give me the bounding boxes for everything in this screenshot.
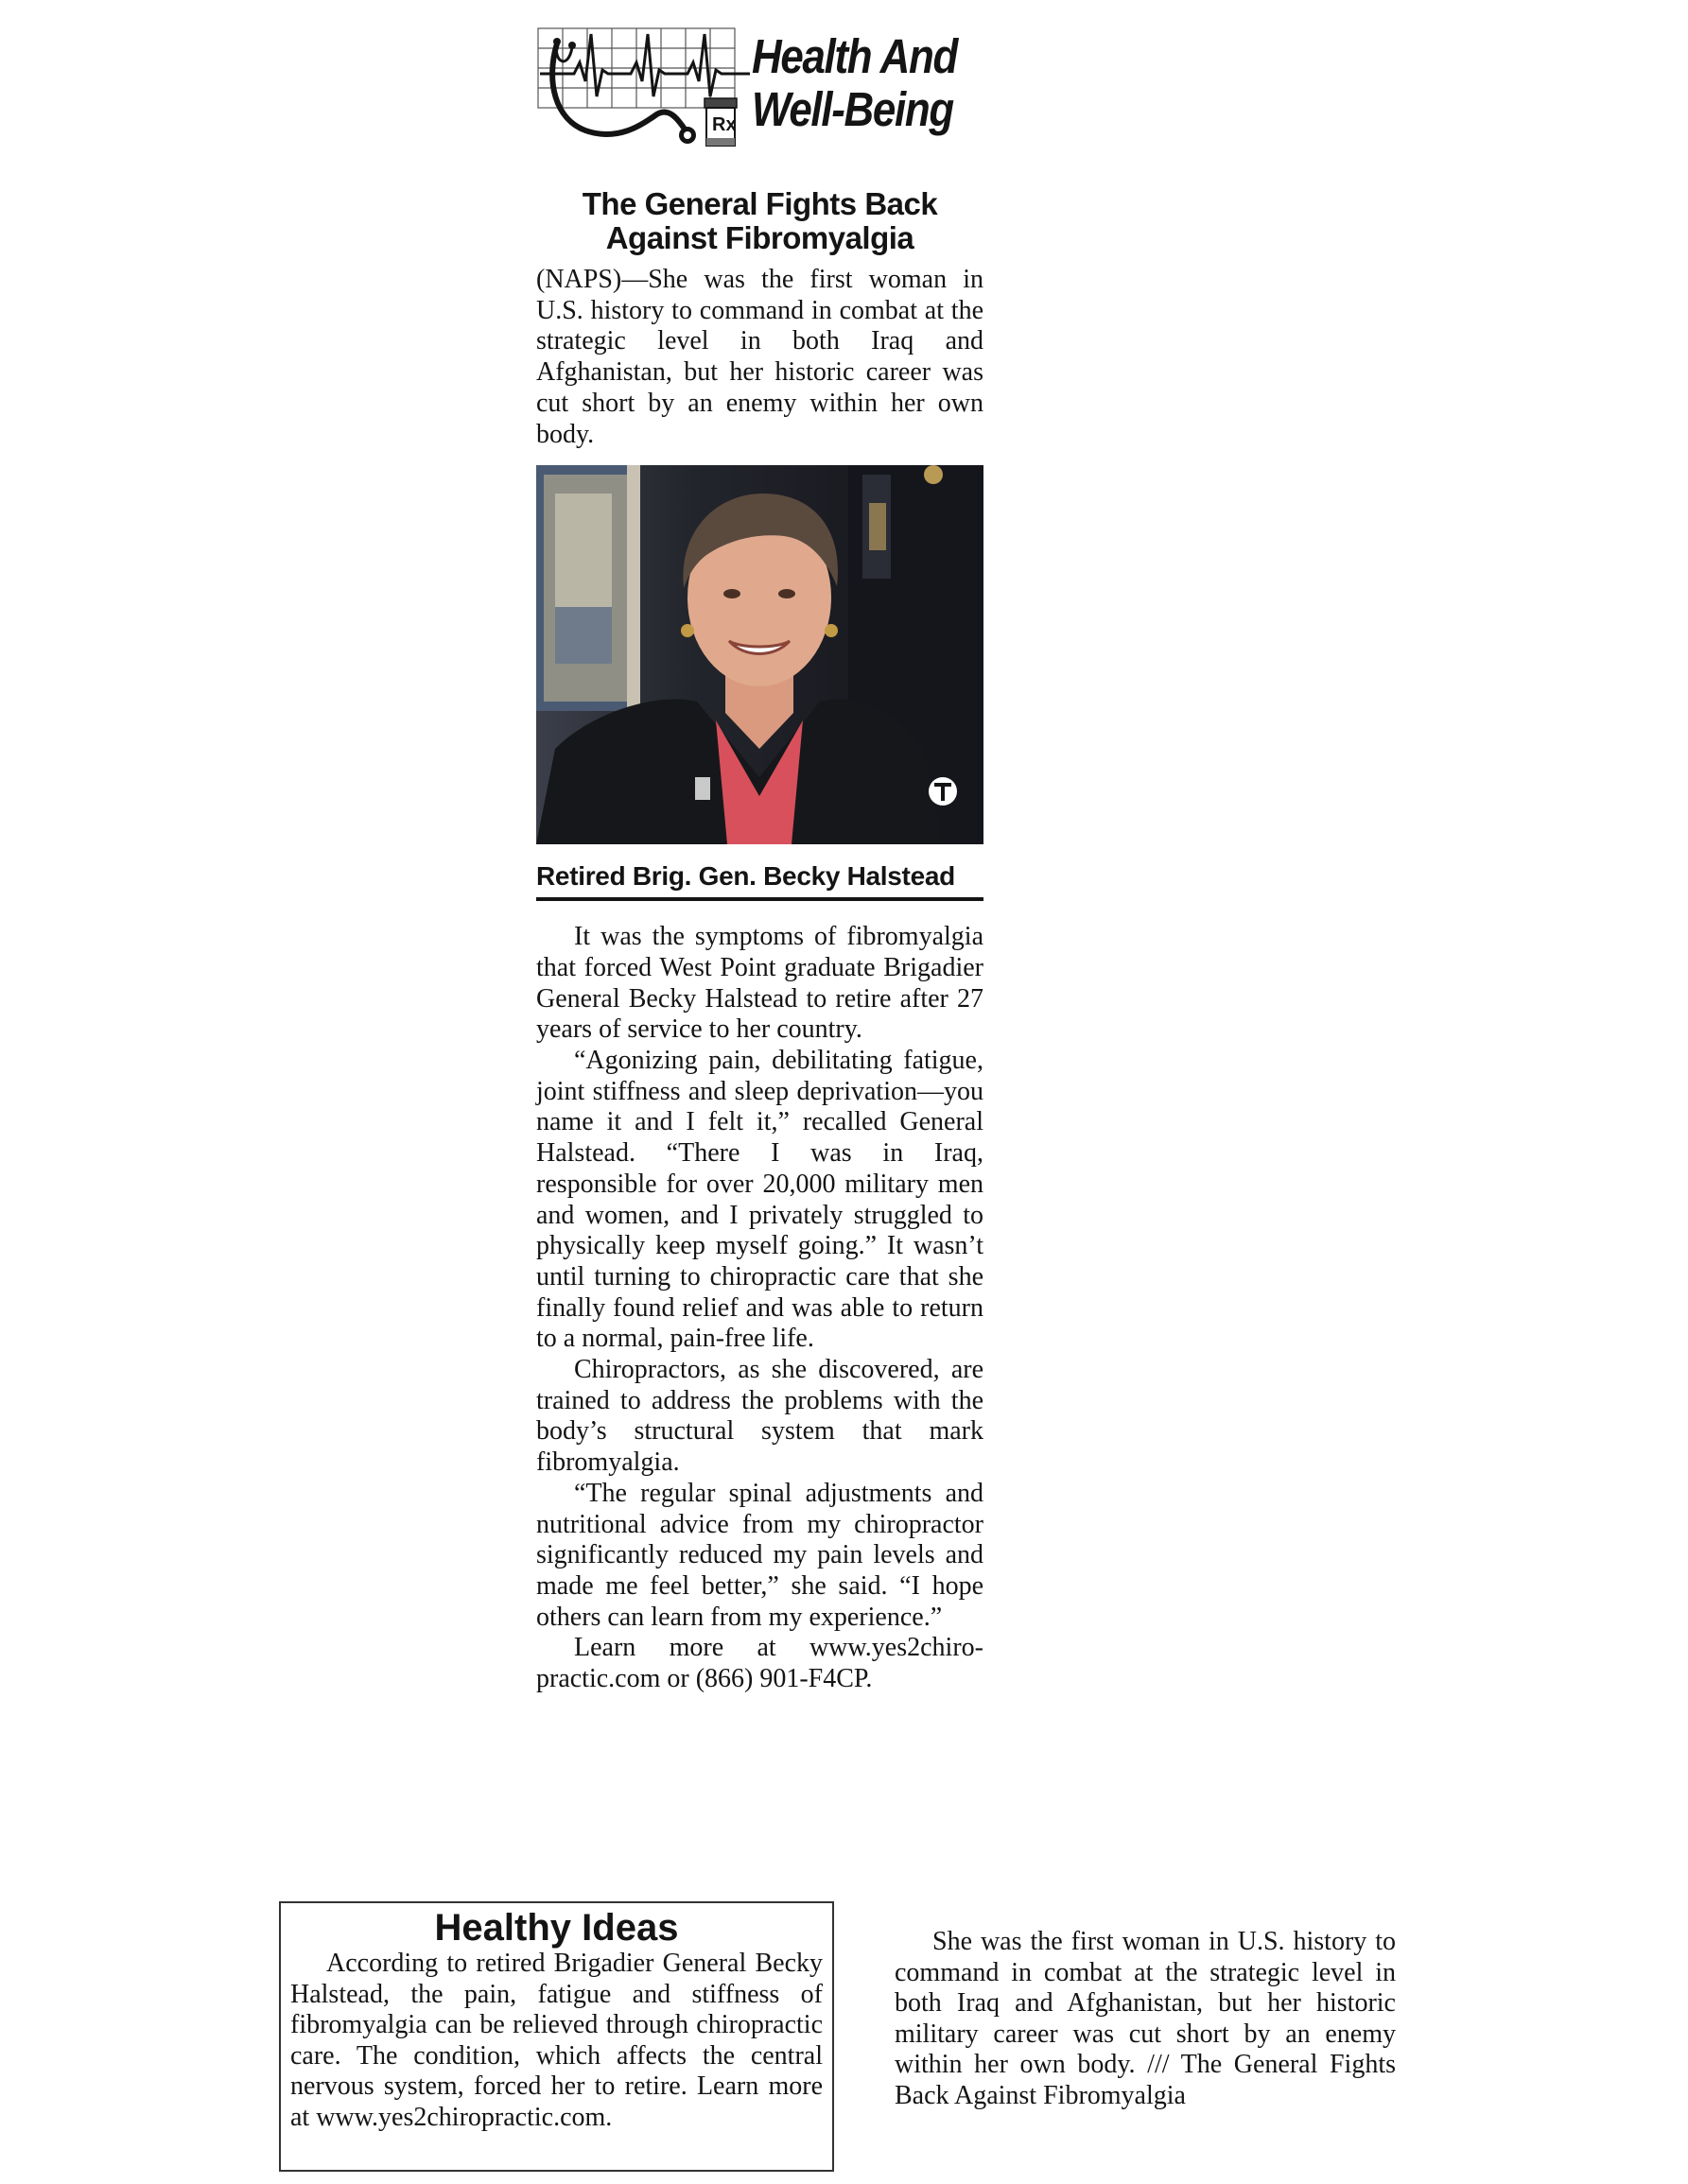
portrait-photo: [536, 465, 983, 844]
summary-text: She was the first woman in U.S. history to command in combat at the strategic level in both Iraq and Afghanistan, but her historic military career was cut short by an enemy within her own body. /// The General Fights Back Against Fibromyalgia: [895, 1927, 1396, 2110]
healthy-ideas-body: [290, 1949, 823, 2134]
column-title-line2: Well-Being: [752, 82, 953, 136]
column-title-line1: Health And: [752, 29, 957, 83]
article-paragraph: Chiropractors, as she discovered, are trained to address the problems with the body’s structural system that mark fibromyalgia.: [536, 1355, 983, 1478]
photo-caption: Retired Brig. Gen. Becky Halstead: [536, 861, 983, 901]
article-body: [536, 922, 983, 1695]
article-paragraph: “Agonizing pain, debilitating fatigue, joint stiffness and sleep deprivation—you name it and I felt it,” recalled General Halstead. “There I was in Iraq, responsible for over 20,000 military men and women, and I privately struggled to physically keep myself going.” It wasn’t until turning to chiropractic care that she finally found relief and was able to return to a normal, pain-free life.: [536, 1046, 983, 1354]
rx-label: Rx: [712, 114, 737, 135]
lead-paragraph-block: [536, 265, 983, 450]
column-logo: [536, 25, 983, 149]
article-paragraph: “The regular spinal adjustments and nutritional advice from my chiropractor significantly reduced my pain levels and made me feel better,” she said. “I hope others can learn from my experience.”: [536, 1478, 983, 1632]
article-paragraph: It was the symptoms of fibromyalgia that forced West Point graduate Brigadier General Becky Halstead to retire after 27 years of service to her country.: [536, 922, 983, 1045]
headline-line2: Against Fibromyalgia: [605, 220, 914, 255]
summary-blurb: [895, 1927, 1396, 2112]
ekg-stethoscope-icon: [536, 25, 752, 149]
headline: [536, 187, 983, 255]
healthy-ideas-title: Healthy Ideas: [434, 1907, 679, 1949]
healthy-ideas-text: According to retired Brigadier General Becky Halstead, the pain, fatigue and stiffness of fibromyalgia can be relieved through chiropractic care. The condition, which affects the central nervous system, forced her to retire. Learn more at www.yes2chiropractic.com.: [290, 1949, 823, 2132]
healthy-ideas-box: [279, 1901, 834, 2172]
portrait-illustration: [536, 465, 983, 844]
article-column: [536, 25, 983, 1695]
headline-line1: The General Fights Back: [582, 186, 938, 221]
lead-paragraph: (NAPS)—She was the first woman in U.S. history to command in combat at the strategic level in both Iraq and Afghanistan, but her historic career was cut short by an enemy within her own body.: [536, 265, 983, 449]
article-paragraph: Learn more at www.yes2chiropractic.com or (866) 901-F4CP.: [536, 1633, 983, 1694]
column-title: [752, 30, 957, 136]
